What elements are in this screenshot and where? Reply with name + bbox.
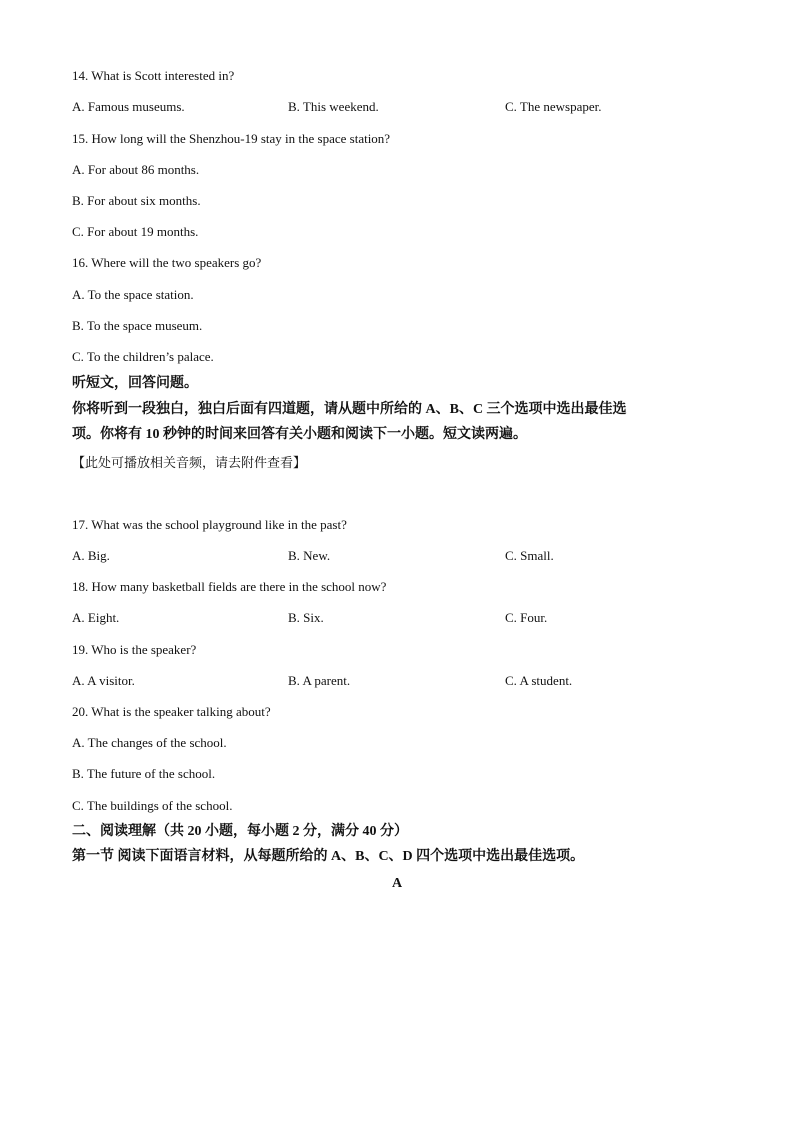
q16-option-c: C. To the children’s palace.: [72, 349, 214, 364]
q16-option-b: B. To the space museum.: [72, 318, 203, 333]
q17-option-b: B. New.: [288, 548, 331, 563]
q17-option-a: A. Big.: [72, 548, 110, 563]
section-subheading-reading: 第一节 阅读下面语言材料，从每题所给的 A、B、C、D 四个选项中选出最佳选项。: [72, 849, 585, 864]
q19-option-a: A. A visitor.: [72, 673, 135, 688]
q16-option-a: A. To the space station.: [72, 287, 194, 302]
q18-option-c: C. Four.: [505, 610, 548, 625]
q14-option-c: C. The newspaper.: [505, 99, 602, 114]
section-instruction-line-2: 项。你将有 10 秒钟的时间来回答有关小题和阅读下一小题。短文读两遍。: [72, 427, 527, 442]
q18-option-b: B. Six.: [288, 610, 324, 625]
question-15: 15. How long will the Shenzhou-19 stay in the space station?: [72, 131, 391, 146]
q19-option-b: B. A parent.: [288, 673, 351, 688]
q20-option-a: A. The changes of the school.: [72, 735, 227, 750]
passage-label: A: [391, 876, 403, 891]
q19-option-c: C. A student.: [505, 673, 573, 688]
section-instruction-line-1: 你将听到一段独白，独白后面有四道题，请从题中所给的 A、B、C 三个选项中选出最佳选: [72, 402, 627, 417]
audio-note: 【此处可播放相关音频，请去附件查看】: [72, 455, 307, 470]
q17-option-c: C. Small.: [505, 548, 554, 563]
q14-option-b: B. This weekend.: [288, 99, 379, 114]
question-18: 18. How many basketball fields are there in the school now?: [72, 579, 387, 594]
q15-option-b: B. For about six months.: [72, 193, 201, 208]
q14-option-a: A. Famous museums.: [72, 99, 185, 114]
question-16: 16. Where will the two speakers go?: [72, 255, 262, 270]
question-17: 17. What was the school playground like in the past?: [72, 517, 347, 532]
q15-option-a: A. For about 86 months.: [72, 162, 200, 177]
q20-option-b: B. The future of the school.: [72, 766, 216, 781]
q15-option-c: C. For about 19 months.: [72, 224, 199, 239]
question-14: 14. What is Scott interested in?: [72, 68, 235, 83]
section-heading-listen: 听短文，回答问题。: [72, 376, 198, 391]
q18-option-a: A. Eight.: [72, 610, 120, 625]
question-20: 20. What is the speaker talking about?: [72, 704, 271, 719]
section-heading-reading: 二、阅读理解（共 20 小题，每小题 2 分，满分 40 分）: [72, 824, 408, 839]
q20-option-c: C. The buildings of the school.: [72, 798, 233, 813]
question-19: 19. Who is the speaker?: [72, 642, 197, 657]
